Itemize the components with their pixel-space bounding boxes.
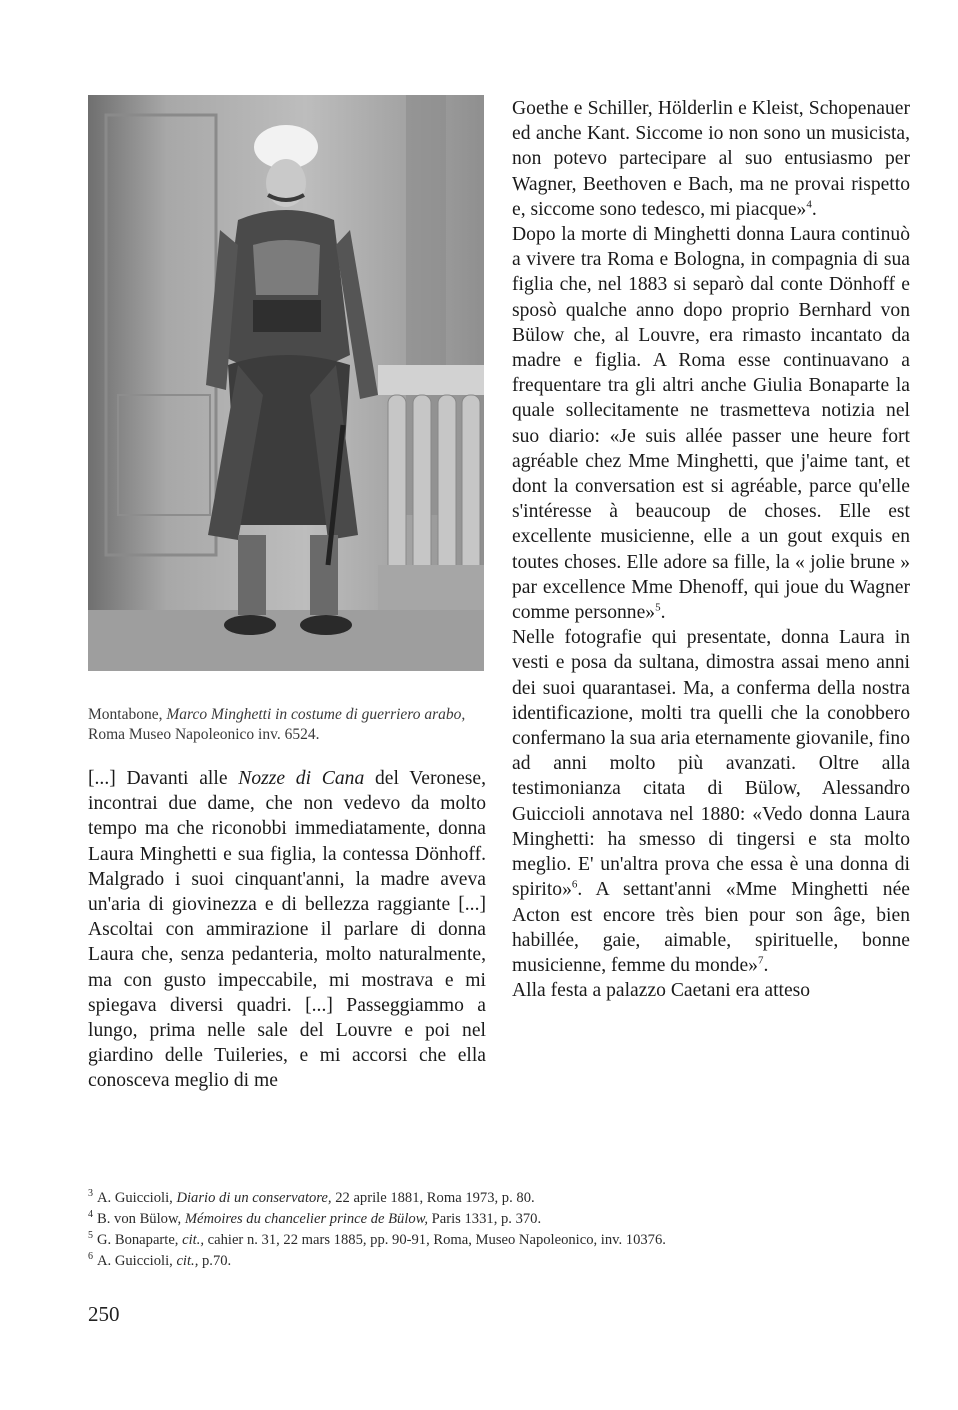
- footnote-author: A. Guiccioli,: [97, 1253, 177, 1269]
- footnote-number: 6: [88, 1251, 93, 1263]
- text-run: [...] Davanti alle: [88, 768, 239, 789]
- footnote-ref: 5: [655, 601, 661, 614]
- text-run: .: [763, 954, 769, 976]
- footnote-rest: cahier n. 31, 22 mars 1885, pp. 90-91, Roma, Museo Napoleonico, inv. 10376.: [204, 1232, 666, 1248]
- right-paragraph-1: [512, 96, 910, 222]
- footnote: [88, 1188, 918, 1209]
- footnote-title: cit.,: [182, 1232, 204, 1248]
- text-run: Dopo la morte di Minghetti donna Laura continuò a vivere tra Roma e Bologna, in compagnia di sua figlia che, nel 1883 si separò dal conte Dönhoff e sposò qualche anno dopo proprio Bernhard von Bülow che, al Louvre, era rimasto incantato da madre e figlia. A Roma esse continuavano a frequentare tra gli altri anche Giulia Bonaparte la quale sollecitamente ne trasmetteva notizia nel suo diario: «Je suis allée passer une heure fort agréable chez Mme Minghetti, que j'aime tant, et dont la conversation est si agréable, parce qu'elle s'intéresse à beaucoup de choses. Elle est excellente musicienne, elle a un gout exquis en toutes choses. Elle adore sa fille, la « jolie brune » par excellence Mme Dhenoff, qui joue du Wagner comme personne»: [512, 224, 910, 624]
- italic-title: Nozze di Cana: [238, 768, 365, 789]
- footnote-rest: p.70.: [198, 1253, 232, 1269]
- left-paragraph: [88, 766, 486, 1094]
- footnote: [88, 1230, 918, 1251]
- footnote-ref: 4: [806, 198, 812, 211]
- right-paragraph-3: [512, 625, 910, 978]
- footnote-ref: 7: [757, 954, 764, 967]
- footnote-rest: Paris 1331, p. 370.: [428, 1211, 542, 1227]
- right-column: [512, 96, 910, 1003]
- page-number: 250: [88, 1302, 120, 1326]
- footnote: [88, 1209, 918, 1230]
- text-run: Goethe e Schiller, Hölderlin e Kleist, Schopenauer ed anche Kant. Siccome io non sono un musicista, non potevo partecipare al suo entusiasmo per Wagner, Beethoven e Bach, ma ne provai rispetto e, siccome sono tedesco, mi piacque»: [512, 98, 910, 220]
- caption-author: Montabone,: [88, 706, 167, 723]
- photo-caption: [88, 705, 490, 745]
- right-paragraph-4: Alla festa a palazzo Caetani era atteso: [512, 980, 811, 1002]
- caption-title: Marco Minghetti in costume di guerriero arabo,: [166, 706, 466, 723]
- footnote-number: 3: [88, 1188, 93, 1200]
- text-run: .: [811, 198, 817, 220]
- footnote: [88, 1251, 918, 1272]
- footnote-number: 5: [88, 1230, 93, 1242]
- text-run: Nelle fotografie qui presentate, donna Laura in vesti e posa da sultana, dimostra assai meno anni dei suoi quarantasei. Ma, a conferma della nostra identificazione, molti tra quelli che la conobbero confermano la sua aria eternamente giovanile, fino ad anni molto più avanzati. Oltre alla testimonianza citata di Bülow, Alessandro Guiccioli annotava nel 1880: «Vedo donna Laura Minghetti: ha smesso di tingersi e sta molto meglio. E' un'altra prova che essa è una donna di spirito»: [512, 627, 910, 901]
- photograph-illustration: [88, 95, 484, 671]
- text-run: .: [660, 602, 666, 624]
- footnote-author: A. Guiccioli,: [97, 1190, 177, 1206]
- footnote-title: Diario di un conservatore,: [176, 1190, 332, 1206]
- footnote-title: Mémoires du chancelier prince de Bülow,: [184, 1211, 429, 1227]
- text-run: . A settant'anni «Mme Minghetti née Acton est encore très bien pour son âge, bien habillée, gaie, aimable, spirituelle, bonne musicienne, femme du monde»: [512, 879, 910, 976]
- footnote-title: cit.,: [176, 1253, 199, 1269]
- caption-location: Roma Museo Napoleonico inv. 6524.: [88, 726, 320, 743]
- footnote-number: 4: [88, 1209, 93, 1221]
- footnote-author: G. Bonaparte,: [97, 1232, 183, 1248]
- right-paragraph-2: [512, 222, 910, 625]
- text-run: del Veronese, incontrai due dame, che non vedevo da molto tempo ma che riconobbi immediatamente, donna Laura Minghetti e sua figlia, la contessa Dönhoff. Malgrado i suoi cinquant'anni, la madre aveva un'aria di giovinezza e di bellezza raggiante [...] Ascoltai con ammirazione il parlare di donna Laura che, senza pedanteria, molto naturalmente, ma con gusto impeccabile, mi mostrava e mi spiegava diversi quadri. [...] Passeggiammo a lungo, prima nelle sale del Louvre e poi nel giardino delle Tuileries, e mi accorsi che ella conosceva meglio di me: [88, 768, 487, 1092]
- photograph: [88, 95, 484, 671]
- footnotes: [88, 1188, 918, 1272]
- left-column: [88, 766, 486, 1094]
- footnote-ref: 6: [571, 878, 578, 891]
- footnote-author: B. von Bülow,: [97, 1211, 185, 1227]
- footnote-rest: 22 aprile 1881, Roma 1973, p. 80.: [331, 1190, 535, 1206]
